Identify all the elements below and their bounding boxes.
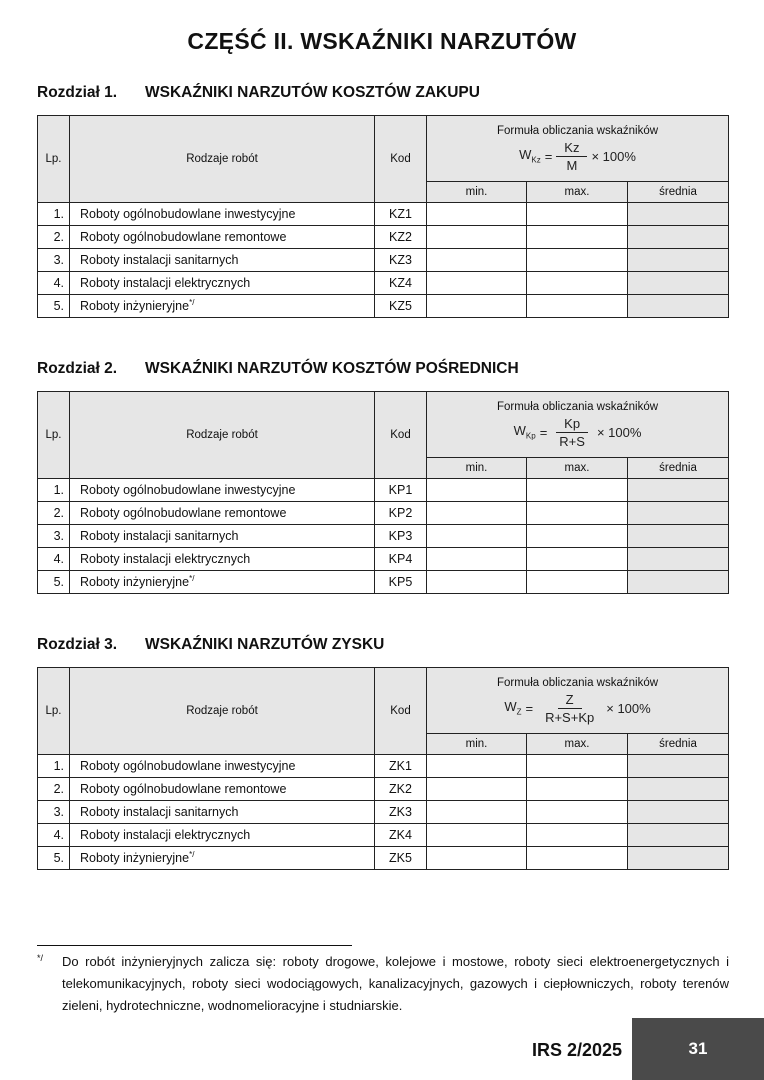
work-type xyxy=(70,801,375,824)
min-cell[interactable] xyxy=(427,226,527,249)
row-code: KZ2 xyxy=(375,226,427,249)
formula-equals: = xyxy=(544,148,553,164)
work-type xyxy=(70,479,375,502)
min-cell[interactable] xyxy=(427,801,527,824)
avg-cell xyxy=(628,272,729,295)
table-row xyxy=(38,571,729,594)
avg-cell xyxy=(628,847,729,870)
row-code: KP1 xyxy=(375,479,427,502)
section-number: Rozdział 2. xyxy=(37,360,118,377)
section-name: WSKAŹNIKI NARZUTÓW KOSZTÓW ZAKUPU xyxy=(145,84,480,101)
header-avg: średnia xyxy=(628,458,729,479)
work-type xyxy=(70,295,375,318)
row-number: 2. xyxy=(38,226,70,249)
formula-title: Formuła obliczania wskaźników xyxy=(496,124,659,137)
formula xyxy=(519,140,636,173)
header-formula xyxy=(427,668,729,734)
max-cell[interactable] xyxy=(527,502,628,525)
header-formula xyxy=(427,392,729,458)
footnote-mark: */ xyxy=(37,953,44,963)
header-lp: Lp. xyxy=(38,392,70,479)
formula-symbol: $W_{Kz}$ xyxy=(519,147,541,165)
row-code: KZ1 xyxy=(375,203,427,226)
table-row xyxy=(38,548,729,571)
work-type xyxy=(70,755,375,778)
max-cell[interactable] xyxy=(527,824,628,847)
page-number: 31 xyxy=(688,1039,708,1058)
header-code: Kod xyxy=(375,116,427,203)
work-type-label: Roboty inżynieryjne xyxy=(80,575,190,590)
min-cell[interactable] xyxy=(427,571,527,594)
avg-cell xyxy=(628,226,729,249)
table-row xyxy=(38,755,729,778)
header-work-type: Rodzaje robót xyxy=(70,392,375,479)
table-row xyxy=(38,525,729,548)
indicator-table xyxy=(37,667,729,870)
avg-cell xyxy=(628,801,729,824)
header-max: max. xyxy=(527,734,628,755)
work-type xyxy=(70,571,375,594)
work-type xyxy=(70,272,375,295)
work-type-label: Roboty ogólnobudowlane remontowe xyxy=(80,506,287,520)
formula-denominator: M xyxy=(566,157,578,173)
header-min: min. xyxy=(427,458,527,479)
table-row xyxy=(38,502,729,525)
footnote-ref: */ xyxy=(189,850,195,860)
row-number: 3. xyxy=(38,801,70,824)
row-code: KP2 xyxy=(375,502,427,525)
row-number: 3. xyxy=(38,249,70,272)
row-number: 2. xyxy=(38,502,70,525)
max-cell[interactable] xyxy=(527,272,628,295)
row-code: ZK2 xyxy=(375,778,427,801)
row-number: 4. xyxy=(38,272,70,295)
max-cell[interactable] xyxy=(527,847,628,870)
work-type xyxy=(70,249,375,272)
row-number: 1. xyxy=(38,203,70,226)
formula-multiplier: × 100% xyxy=(606,700,651,716)
formula-title: Formuła obliczania wskaźników xyxy=(496,400,659,413)
min-cell[interactable] xyxy=(427,548,527,571)
work-type-label: Roboty ogólnobudowlane remontowe xyxy=(80,782,287,796)
work-type-label: Roboty ogólnobudowlane inwestycyjne xyxy=(80,207,296,221)
header-max: max. xyxy=(527,458,628,479)
min-cell[interactable] xyxy=(427,755,527,778)
work-type xyxy=(70,525,375,548)
max-cell[interactable] xyxy=(527,778,628,801)
max-cell[interactable] xyxy=(527,249,628,272)
work-type-label: Roboty instalacji elektrycznych xyxy=(80,828,251,842)
avg-cell xyxy=(628,755,729,778)
avg-cell xyxy=(628,571,729,594)
table-row xyxy=(38,249,729,272)
formula-fraction xyxy=(537,692,602,725)
row-code: KZ5 xyxy=(375,295,427,318)
table-row xyxy=(38,801,729,824)
publication-code: IRS 2/2025 xyxy=(531,1040,622,1060)
section-number: Rozdział 1. xyxy=(37,84,118,101)
footnote-text: Do robót inżynieryjnych zalicza się: roboty drogowe, kolejowe i mostowe, roboty sieci elektroenergetycznych i telekomunikacyjnych, roboty sieci wodociągowych, kanalizacyjnych, gazowych i ciepłowniczych, roboty terenów zieleni, hydrotechniczne, wodnomelioracyjne i studniarskie. xyxy=(62,954,729,1013)
table-row xyxy=(38,295,729,318)
min-cell[interactable] xyxy=(427,249,527,272)
formula-symbol: $W_Z$ xyxy=(504,699,522,717)
work-type-label: Roboty ogólnobudowlane inwestycyjne xyxy=(80,759,296,773)
work-type-label: Roboty inżynieryjne xyxy=(80,299,190,314)
section-name: WSKAŹNIKI NARZUTÓW KOSZTÓW POŚREDNICH xyxy=(145,360,519,377)
row-number: 4. xyxy=(38,548,70,571)
avg-cell xyxy=(628,824,729,847)
max-cell[interactable] xyxy=(527,525,628,548)
formula-denominator: R+S+Kp xyxy=(545,709,595,725)
max-cell[interactable] xyxy=(527,548,628,571)
formula xyxy=(514,416,642,449)
avg-cell xyxy=(628,778,729,801)
header-code: Kod xyxy=(375,668,427,755)
avg-cell xyxy=(628,525,729,548)
row-code: KP3 xyxy=(375,525,427,548)
header-min: min. xyxy=(427,734,527,755)
min-cell[interactable] xyxy=(427,778,527,801)
formula-multiplier: × 100% xyxy=(591,148,636,164)
min-cell[interactable] xyxy=(427,295,527,318)
work-type xyxy=(70,203,375,226)
min-cell[interactable] xyxy=(427,824,527,847)
section-3 xyxy=(37,636,729,870)
section-2 xyxy=(37,360,729,594)
row-code: ZK4 xyxy=(375,824,427,847)
work-type-label: Roboty instalacji elektrycznych xyxy=(80,276,251,290)
table-row xyxy=(38,272,729,295)
min-cell[interactable] xyxy=(427,847,527,870)
table-row xyxy=(38,479,729,502)
avg-cell xyxy=(628,548,729,571)
work-type xyxy=(70,226,375,249)
row-number: 2. xyxy=(38,778,70,801)
indicator-table xyxy=(37,391,729,594)
section-number: Rozdział 3. xyxy=(37,636,118,653)
section-name: WSKAŹNIKI NARZUTÓW ZYSKU xyxy=(145,636,385,653)
avg-cell xyxy=(628,295,729,318)
table-row xyxy=(38,778,729,801)
max-cell[interactable] xyxy=(527,571,628,594)
formula-denominator: R+S xyxy=(559,433,585,449)
header-max: max. xyxy=(527,182,628,203)
avg-cell xyxy=(628,479,729,502)
footnote-divider xyxy=(37,945,352,946)
work-type xyxy=(70,847,375,870)
row-code: KZ3 xyxy=(375,249,427,272)
formula-title: Formuła obliczania wskaźników xyxy=(496,676,659,689)
row-code: KP5 xyxy=(375,571,427,594)
work-type-label: Roboty inżynieryjne xyxy=(80,851,190,866)
max-cell[interactable] xyxy=(527,479,628,502)
row-number: 5. xyxy=(38,295,70,318)
page-number-box xyxy=(632,1018,764,1080)
work-type-label: Roboty ogólnobudowlane inwestycyjne xyxy=(80,483,296,497)
row-number: 3. xyxy=(38,525,70,548)
footnote-ref: */ xyxy=(189,298,195,308)
header-lp: Lp. xyxy=(38,116,70,203)
avg-cell xyxy=(628,502,729,525)
table-row xyxy=(38,226,729,249)
max-cell[interactable] xyxy=(527,203,628,226)
min-cell[interactable] xyxy=(427,272,527,295)
formula-fraction xyxy=(551,416,593,449)
work-type xyxy=(70,824,375,847)
min-cell[interactable] xyxy=(427,479,527,502)
row-number: 4. xyxy=(38,824,70,847)
header-avg: średnia xyxy=(628,182,729,203)
work-type-label: Roboty instalacji sanitarnych xyxy=(80,805,239,819)
max-cell[interactable] xyxy=(527,226,628,249)
header-lp: Lp. xyxy=(38,668,70,755)
work-type xyxy=(70,502,375,525)
row-code: ZK5 xyxy=(375,847,427,870)
work-type xyxy=(70,548,375,571)
min-cell[interactable] xyxy=(427,502,527,525)
work-type-label: Roboty instalacji sanitarnych xyxy=(80,529,239,543)
min-cell[interactable] xyxy=(427,525,527,548)
work-type-label: Roboty instalacji sanitarnych xyxy=(80,253,239,267)
section-title xyxy=(37,636,729,656)
formula-equals: = xyxy=(539,424,548,440)
row-code: KZ4 xyxy=(375,272,427,295)
formula-numerator: Kp xyxy=(556,416,588,433)
section-title xyxy=(37,360,729,380)
header-code: Kod xyxy=(375,392,427,479)
section-1 xyxy=(37,84,729,318)
table-row xyxy=(38,824,729,847)
max-cell[interactable] xyxy=(527,801,628,824)
max-cell[interactable] xyxy=(527,295,628,318)
row-number: 1. xyxy=(38,479,70,502)
formula xyxy=(504,692,650,725)
header-min: min. xyxy=(427,182,527,203)
indicator-table xyxy=(37,115,729,318)
table-row xyxy=(38,847,729,870)
header-avg: średnia xyxy=(628,734,729,755)
max-cell[interactable] xyxy=(527,755,628,778)
row-code: ZK3 xyxy=(375,801,427,824)
formula-equals: = xyxy=(525,700,534,716)
formula-numerator: Kz xyxy=(556,140,587,157)
row-number: 1. xyxy=(38,755,70,778)
header-formula xyxy=(427,116,729,182)
formula-multiplier: × 100% xyxy=(596,424,642,440)
header-work-type: Rodzaje robót xyxy=(70,116,375,203)
row-number: 5. xyxy=(38,571,70,594)
table-row xyxy=(38,203,729,226)
footnote-ref: */ xyxy=(189,574,195,584)
section-title xyxy=(37,84,729,104)
formula-symbol: $W_{Kp}$ xyxy=(513,423,536,441)
row-code: ZK1 xyxy=(375,755,427,778)
min-cell[interactable] xyxy=(427,203,527,226)
avg-cell xyxy=(628,249,729,272)
row-number: 5. xyxy=(38,847,70,870)
work-type-label: Roboty instalacji elektrycznych xyxy=(80,552,251,566)
header-work-type: Rodzaje robót xyxy=(70,668,375,755)
formula-fraction xyxy=(556,140,587,173)
page-title: CZĘŚĆ II. WSKAŹNIKI NARZUTÓW xyxy=(187,28,577,54)
avg-cell xyxy=(628,203,729,226)
work-type xyxy=(70,778,375,801)
formula-numerator: Z xyxy=(558,692,582,709)
work-type-label: Roboty ogólnobudowlane remontowe xyxy=(80,230,287,244)
row-code: KP4 xyxy=(375,548,427,571)
